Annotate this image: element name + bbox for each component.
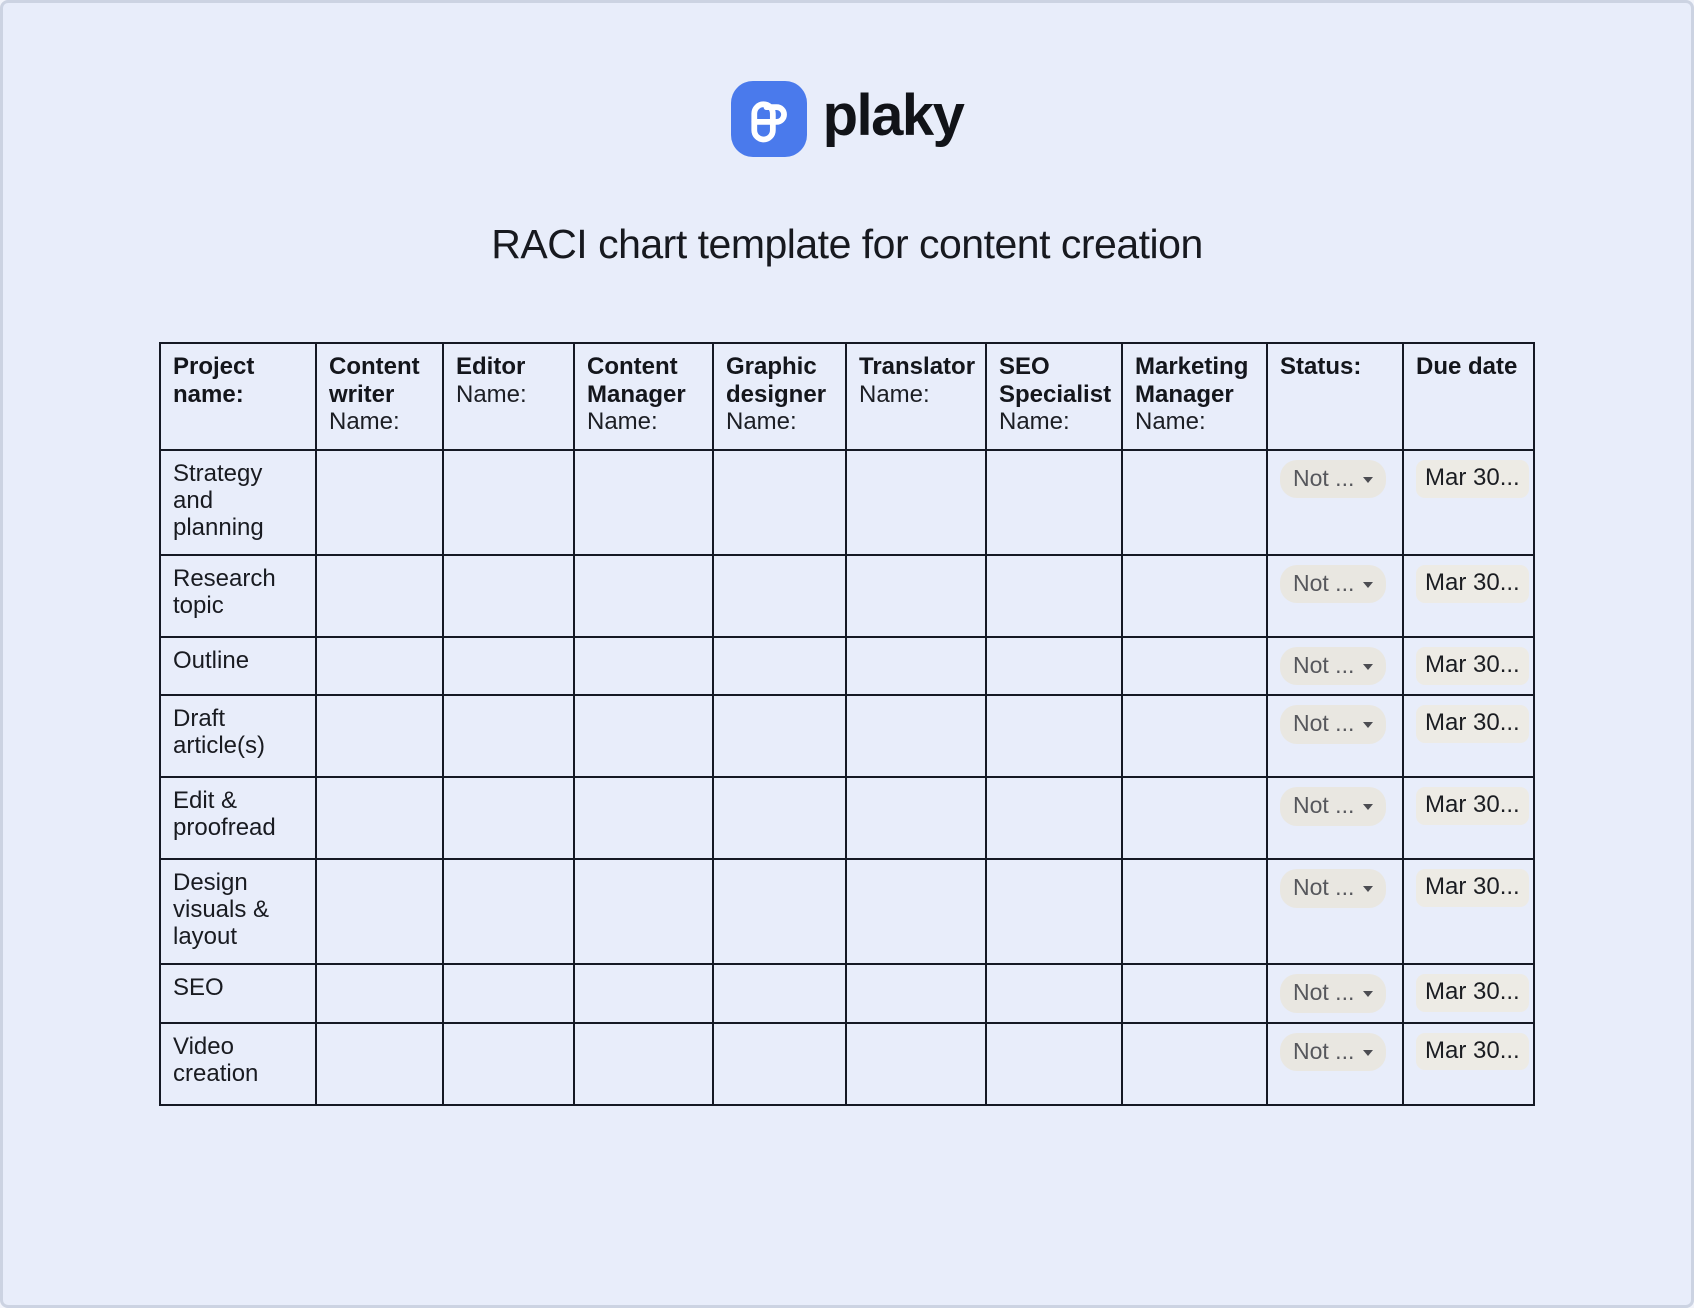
name-cell[interactable] bbox=[1122, 777, 1267, 859]
due-date[interactable]: Mar 30... bbox=[1416, 705, 1529, 743]
task-cell: Strategy and planning bbox=[160, 450, 316, 555]
name-cell[interactable] bbox=[713, 450, 846, 555]
name-cell[interactable] bbox=[986, 695, 1122, 777]
name-cell[interactable] bbox=[713, 859, 846, 964]
status-dropdown[interactable]: Not ... bbox=[1280, 869, 1386, 907]
plaky-logo-icon bbox=[731, 81, 807, 157]
name-cell[interactable] bbox=[443, 637, 574, 695]
chevron-down-icon bbox=[1363, 1050, 1373, 1056]
name-cell[interactable] bbox=[443, 695, 574, 777]
column-header-marketing-manager: Marketing Manager Name: bbox=[1122, 343, 1267, 450]
chevron-down-icon bbox=[1363, 582, 1373, 588]
column-header-seo-specialist: SEO Specialist Name: bbox=[986, 343, 1122, 450]
due-date[interactable]: Mar 30... bbox=[1416, 1033, 1529, 1071]
task-cell: SEO bbox=[160, 964, 316, 1022]
chevron-down-icon bbox=[1363, 991, 1373, 997]
name-cell[interactable] bbox=[713, 637, 846, 695]
name-cell[interactable] bbox=[846, 964, 986, 1022]
table-row bbox=[160, 450, 1534, 555]
chevron-down-icon bbox=[1363, 722, 1373, 728]
name-cell[interactable] bbox=[316, 695, 443, 777]
name-cell[interactable] bbox=[713, 695, 846, 777]
status-dropdown[interactable]: Not ... bbox=[1280, 460, 1386, 498]
name-cell[interactable] bbox=[986, 964, 1122, 1022]
table-row bbox=[160, 555, 1534, 637]
task-cell: Design visuals & layout bbox=[160, 859, 316, 964]
name-cell[interactable] bbox=[443, 555, 574, 637]
name-cell[interactable] bbox=[574, 450, 713, 555]
due-date[interactable]: Mar 30... bbox=[1416, 974, 1529, 1012]
task-cell: Draft article(s) bbox=[160, 695, 316, 777]
name-cell[interactable] bbox=[986, 859, 1122, 964]
status-dropdown[interactable]: Not ... bbox=[1280, 787, 1386, 825]
name-cell[interactable] bbox=[986, 637, 1122, 695]
task-cell: Video creation bbox=[160, 1023, 316, 1105]
status-dropdown[interactable]: Not ... bbox=[1280, 705, 1386, 743]
table-row bbox=[160, 695, 1534, 777]
name-cell[interactable] bbox=[574, 1023, 713, 1105]
column-header-project-name: Project name: bbox=[160, 343, 316, 450]
name-cell[interactable] bbox=[443, 964, 574, 1022]
name-cell[interactable] bbox=[316, 777, 443, 859]
status-dropdown[interactable]: Not ... bbox=[1280, 565, 1386, 603]
name-cell[interactable] bbox=[713, 555, 846, 637]
name-cell[interactable] bbox=[443, 777, 574, 859]
table-header-row bbox=[160, 343, 1534, 450]
name-cell[interactable] bbox=[846, 637, 986, 695]
name-cell[interactable] bbox=[846, 777, 986, 859]
status-dropdown[interactable]: Not ... bbox=[1280, 974, 1386, 1012]
chevron-down-icon bbox=[1363, 664, 1373, 670]
brand-header bbox=[3, 3, 1691, 157]
task-cell: Research topic bbox=[160, 555, 316, 637]
task-cell: Edit & proofread bbox=[160, 777, 316, 859]
name-cell[interactable] bbox=[846, 555, 986, 637]
due-date[interactable]: Mar 30... bbox=[1416, 565, 1529, 603]
name-cell[interactable] bbox=[1122, 637, 1267, 695]
chevron-down-icon bbox=[1363, 477, 1373, 483]
column-header-due-date: Due date bbox=[1403, 343, 1534, 450]
chevron-down-icon bbox=[1363, 886, 1373, 892]
due-date[interactable]: Mar 30... bbox=[1416, 869, 1529, 907]
name-cell[interactable] bbox=[1122, 555, 1267, 637]
raci-table bbox=[159, 342, 1535, 1106]
name-cell[interactable] bbox=[316, 450, 443, 555]
brand-name: plaky bbox=[822, 83, 964, 148]
name-cell[interactable] bbox=[316, 859, 443, 964]
column-header-status: Status: bbox=[1267, 343, 1403, 450]
name-cell[interactable] bbox=[846, 1023, 986, 1105]
column-header-graphic-designer: Graphic designer Name: bbox=[713, 343, 846, 450]
name-cell[interactable] bbox=[986, 1023, 1122, 1105]
name-cell[interactable] bbox=[574, 964, 713, 1022]
name-cell[interactable] bbox=[1122, 695, 1267, 777]
column-header-editor: Editor Name: bbox=[443, 343, 574, 450]
name-cell[interactable] bbox=[574, 777, 713, 859]
due-date[interactable]: Mar 30... bbox=[1416, 647, 1529, 685]
column-header-content-writer: Content writer Name: bbox=[316, 343, 443, 450]
name-cell[interactable] bbox=[846, 450, 986, 555]
column-header-content-manager: Content Manager Name: bbox=[574, 343, 713, 450]
name-cell[interactable] bbox=[574, 695, 713, 777]
name-cell[interactable] bbox=[574, 859, 713, 964]
name-cell[interactable] bbox=[1122, 1023, 1267, 1105]
name-cell[interactable] bbox=[713, 1023, 846, 1105]
name-cell[interactable] bbox=[986, 555, 1122, 637]
column-header-translator: Translator Name: bbox=[846, 343, 986, 450]
name-cell[interactable] bbox=[316, 637, 443, 695]
name-cell[interactable] bbox=[574, 637, 713, 695]
table-row bbox=[160, 859, 1534, 964]
status-dropdown[interactable]: Not ... bbox=[1280, 1033, 1386, 1071]
name-cell[interactable] bbox=[713, 964, 846, 1022]
name-cell[interactable] bbox=[846, 695, 986, 777]
due-date[interactable]: Mar 30... bbox=[1416, 460, 1529, 498]
name-cell[interactable] bbox=[1122, 859, 1267, 964]
name-cell[interactable] bbox=[846, 859, 986, 964]
name-cell[interactable] bbox=[443, 450, 574, 555]
table-row bbox=[160, 1023, 1534, 1105]
page-title: RACI chart template for content creation bbox=[491, 221, 1203, 267]
chevron-down-icon bbox=[1363, 804, 1373, 810]
name-cell[interactable] bbox=[443, 1023, 574, 1105]
name-cell[interactable] bbox=[986, 450, 1122, 555]
name-cell[interactable] bbox=[574, 555, 713, 637]
name-cell[interactable] bbox=[316, 1023, 443, 1105]
status-dropdown[interactable]: Not ... bbox=[1280, 647, 1386, 685]
name-cell[interactable] bbox=[986, 777, 1122, 859]
name-cell[interactable] bbox=[316, 555, 443, 637]
name-cell[interactable] bbox=[1122, 450, 1267, 555]
due-date[interactable]: Mar 30... bbox=[1416, 787, 1529, 825]
name-cell[interactable] bbox=[713, 777, 846, 859]
name-cell[interactable] bbox=[1122, 964, 1267, 1022]
name-cell[interactable] bbox=[316, 964, 443, 1022]
task-cell: Outline bbox=[160, 637, 316, 695]
table-row bbox=[160, 964, 1534, 1022]
table-row bbox=[160, 777, 1534, 859]
table-row bbox=[160, 637, 1534, 695]
name-cell[interactable] bbox=[443, 859, 574, 964]
